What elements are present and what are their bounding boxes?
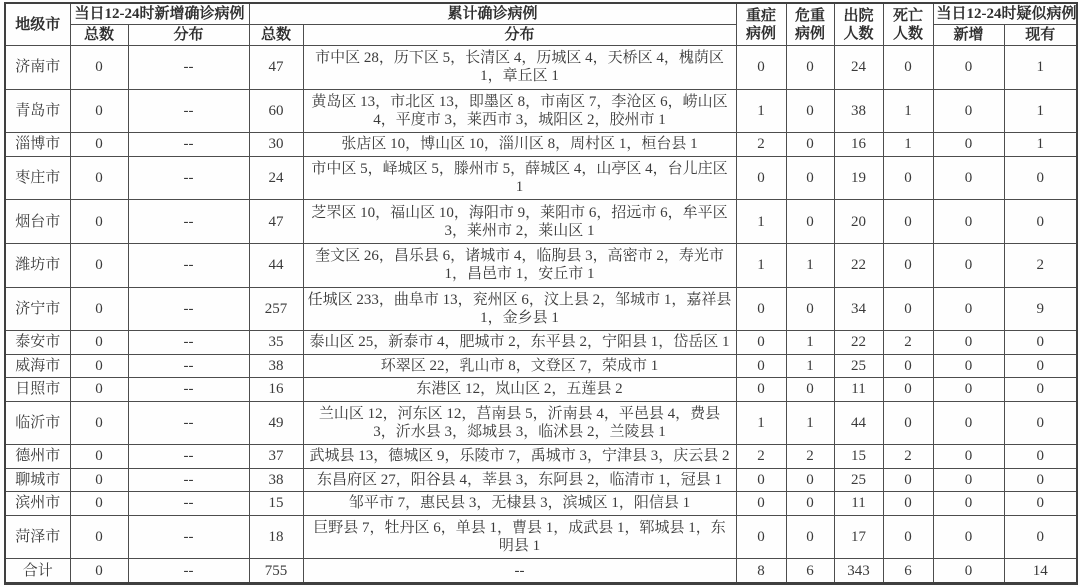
deaths-cell: 0 xyxy=(883,200,933,244)
suspected-existing-cell: 0 xyxy=(1004,468,1077,491)
new-total-cell: 0 xyxy=(70,559,128,584)
covid-statistics-table xyxy=(4,2,1078,585)
table-row xyxy=(5,468,1077,491)
city-name-cell: 泰安市 xyxy=(5,331,70,354)
suspected-existing-cell: 1 xyxy=(1004,133,1077,156)
critical-cases-cell: 1 xyxy=(786,331,834,354)
new-distribution-cell: -- xyxy=(128,492,249,515)
severe-cases-cell: 0 xyxy=(736,287,786,331)
cum-distribution-cell: 武城县 13，德城区 9，乐陵市 7，禹城市 3，宁津县 3，庆云县 2 xyxy=(303,445,736,468)
header-discharged: 出院人数 xyxy=(834,3,883,46)
header-critical-cases: 危重病例 xyxy=(786,3,834,46)
cum-distribution-cell: 巨野县 7，牡丹区 6，单县 1，曹县 1，成武县 1，郓城县 1，东明县 1 xyxy=(303,515,736,559)
header-new-confirmed-group: 当日12-24时新增确诊病例 xyxy=(70,3,249,25)
table-row xyxy=(5,378,1077,401)
table-body xyxy=(5,46,1077,584)
cum-distribution-cell: -- xyxy=(303,559,736,584)
cum-total-cell: 47 xyxy=(249,200,303,244)
new-distribution-cell: -- xyxy=(128,468,249,491)
city-name-cell: 菏泽市 xyxy=(5,515,70,559)
severe-cases-cell: 0 xyxy=(736,354,786,377)
suspected-new-cell: 0 xyxy=(933,156,1004,200)
severe-cases-cell: 2 xyxy=(736,445,786,468)
cum-total-cell: 38 xyxy=(249,354,303,377)
table-header xyxy=(5,3,1077,46)
new-total-cell: 0 xyxy=(70,89,128,133)
critical-cases-cell: 0 xyxy=(786,515,834,559)
new-total-cell: 0 xyxy=(70,287,128,331)
discharged-cell: 343 xyxy=(834,559,883,584)
new-total-cell: 0 xyxy=(70,200,128,244)
header-city: 地级市 xyxy=(5,3,70,46)
discharged-cell: 17 xyxy=(834,515,883,559)
suspected-existing-cell: 0 xyxy=(1004,331,1077,354)
discharged-cell: 11 xyxy=(834,378,883,401)
cum-distribution-cell: 市中区 5，峄城区 5，滕州市 5，薛城区 4，山亭区 4，台儿庄区 1 xyxy=(303,156,736,200)
table-row xyxy=(5,89,1077,133)
severe-cases-cell: 0 xyxy=(736,156,786,200)
header-suspected-new: 新增 xyxy=(933,25,1004,46)
city-name-cell: 淄博市 xyxy=(5,133,70,156)
table-row xyxy=(5,243,1077,287)
suspected-existing-cell: 0 xyxy=(1004,445,1077,468)
critical-cases-cell: 1 xyxy=(786,401,834,445)
deaths-cell: 1 xyxy=(883,133,933,156)
discharged-cell: 19 xyxy=(834,156,883,200)
new-distribution-cell: -- xyxy=(128,354,249,377)
new-distribution-cell: -- xyxy=(128,133,249,156)
cum-distribution-cell: 黄岛区 13，市北区 13，即墨区 8，市南区 7，李沧区 6，崂山区 4，平度市 3，莱西市 3，城阳区 2，胶州市 1 xyxy=(303,89,736,133)
cum-total-cell: 49 xyxy=(249,401,303,445)
new-distribution-cell: -- xyxy=(128,445,249,468)
table-row xyxy=(5,200,1077,244)
new-distribution-cell: -- xyxy=(128,243,249,287)
severe-cases-cell: 0 xyxy=(736,378,786,401)
severe-cases-cell: 0 xyxy=(736,46,786,90)
critical-cases-cell: 2 xyxy=(786,445,834,468)
suspected-new-cell: 0 xyxy=(933,243,1004,287)
new-total-cell: 0 xyxy=(70,46,128,90)
new-total-cell: 0 xyxy=(70,156,128,200)
deaths-cell: 0 xyxy=(883,378,933,401)
header-suspected-existing: 现有 xyxy=(1004,25,1077,46)
cum-distribution-cell: 芝罘区 10，福山区 10，海阳市 9，莱阳市 6，招远市 6，牟平区 3，莱州市 2，莱山区 1 xyxy=(303,200,736,244)
suspected-existing-cell: 0 xyxy=(1004,200,1077,244)
new-distribution-cell: -- xyxy=(128,287,249,331)
table-row xyxy=(5,445,1077,468)
new-distribution-cell: -- xyxy=(128,156,249,200)
header-cumulative-group: 累计确诊病例 xyxy=(249,3,736,25)
suspected-existing-cell: 0 xyxy=(1004,354,1077,377)
city-name-cell: 潍坊市 xyxy=(5,243,70,287)
suspected-existing-cell: 1 xyxy=(1004,89,1077,133)
new-distribution-cell: -- xyxy=(128,46,249,90)
deaths-cell: 0 xyxy=(883,354,933,377)
critical-cases-cell: 0 xyxy=(786,46,834,90)
cum-total-cell: 18 xyxy=(249,515,303,559)
discharged-cell: 22 xyxy=(834,331,883,354)
new-total-cell: 0 xyxy=(70,378,128,401)
cum-distribution-cell: 兰山区 12，河东区 12，莒南县 5，沂南县 4，平邑县 4，费县 3，沂水县 3，郯城县 3，临沭县 2，兰陵县 1 xyxy=(303,401,736,445)
deaths-cell: 0 xyxy=(883,156,933,200)
deaths-cell: 2 xyxy=(883,331,933,354)
table-row xyxy=(5,46,1077,90)
table-row xyxy=(5,133,1077,156)
new-total-cell: 0 xyxy=(70,243,128,287)
city-name-cell: 德州市 xyxy=(5,445,70,468)
deaths-cell: 0 xyxy=(883,243,933,287)
table-row xyxy=(5,515,1077,559)
suspected-existing-cell: 14 xyxy=(1004,559,1077,584)
discharged-cell: 22 xyxy=(834,243,883,287)
critical-cases-cell: 0 xyxy=(786,468,834,491)
suspected-new-cell: 0 xyxy=(933,287,1004,331)
city-name-cell: 聊城市 xyxy=(5,468,70,491)
cum-total-cell: 30 xyxy=(249,133,303,156)
table-row xyxy=(5,331,1077,354)
cum-total-cell: 37 xyxy=(249,445,303,468)
suspected-new-cell: 0 xyxy=(933,492,1004,515)
cum-distribution-cell: 泰山区 25，新泰市 4，肥城市 2，东平县 2，宁阳县 1，岱岳区 1 xyxy=(303,331,736,354)
city-name-cell: 济南市 xyxy=(5,46,70,90)
critical-cases-cell: 1 xyxy=(786,354,834,377)
severe-cases-cell: 2 xyxy=(736,133,786,156)
new-distribution-cell: -- xyxy=(128,401,249,445)
city-name-cell: 济宁市 xyxy=(5,287,70,331)
discharged-cell: 11 xyxy=(834,492,883,515)
suspected-existing-cell: 9 xyxy=(1004,287,1077,331)
cum-distribution-cell: 奎文区 26，昌乐县 6，诸城市 4，临朐县 3，高密市 2，寿光市 1，昌邑市 1，安丘市 1 xyxy=(303,243,736,287)
table-row xyxy=(5,401,1077,445)
severe-cases-cell: 0 xyxy=(736,331,786,354)
new-total-cell: 0 xyxy=(70,468,128,491)
header-cum-total: 总数 xyxy=(249,25,303,46)
critical-cases-cell: 0 xyxy=(786,133,834,156)
suspected-existing-cell: 0 xyxy=(1004,515,1077,559)
discharged-cell: 44 xyxy=(834,401,883,445)
severe-cases-cell: 0 xyxy=(736,515,786,559)
new-distribution-cell: -- xyxy=(128,200,249,244)
deaths-cell: 1 xyxy=(883,89,933,133)
cum-total-cell: 755 xyxy=(249,559,303,584)
suspected-existing-cell: 2 xyxy=(1004,243,1077,287)
new-total-cell: 0 xyxy=(70,492,128,515)
city-name-cell: 合计 xyxy=(5,559,70,584)
table-row xyxy=(5,559,1077,584)
cum-distribution-cell: 任城区 233，曲阜市 13，兖州区 6，汶上县 2，邹城市 1，嘉祥县 1，金乡县 1 xyxy=(303,287,736,331)
critical-cases-cell: 0 xyxy=(786,89,834,133)
header-cum-distribution: 分布 xyxy=(303,25,736,46)
new-total-cell: 0 xyxy=(70,445,128,468)
discharged-cell: 20 xyxy=(834,200,883,244)
city-name-cell: 威海市 xyxy=(5,354,70,377)
suspected-new-cell: 0 xyxy=(933,468,1004,491)
deaths-cell: 6 xyxy=(883,559,933,584)
severe-cases-cell: 1 xyxy=(736,401,786,445)
cum-total-cell: 257 xyxy=(249,287,303,331)
severe-cases-cell: 0 xyxy=(736,492,786,515)
deaths-cell: 0 xyxy=(883,46,933,90)
new-distribution-cell: -- xyxy=(128,559,249,584)
new-distribution-cell: -- xyxy=(128,331,249,354)
city-name-cell: 临沂市 xyxy=(5,401,70,445)
critical-cases-cell: 0 xyxy=(786,492,834,515)
cum-distribution-cell: 东昌府区 27，阳谷县 4，莘县 3，东阿县 2，临清市 1，冠县 1 xyxy=(303,468,736,491)
header-severe-cases: 重症病例 xyxy=(736,3,786,46)
suspected-new-cell: 0 xyxy=(933,401,1004,445)
cum-total-cell: 47 xyxy=(249,46,303,90)
table-row xyxy=(5,287,1077,331)
cum-total-cell: 38 xyxy=(249,468,303,491)
cum-total-cell: 16 xyxy=(249,378,303,401)
deaths-cell: 0 xyxy=(883,468,933,491)
severe-cases-cell: 1 xyxy=(736,200,786,244)
suspected-new-cell: 0 xyxy=(933,354,1004,377)
header-new-total: 总数 xyxy=(70,25,128,46)
cum-distribution-cell: 邹平市 7，惠民县 3，无棣县 3，滨城区 1，阳信县 1 xyxy=(303,492,736,515)
new-distribution-cell: -- xyxy=(128,515,249,559)
city-name-cell: 烟台市 xyxy=(5,200,70,244)
discharged-cell: 25 xyxy=(834,354,883,377)
critical-cases-cell: 0 xyxy=(786,200,834,244)
cum-distribution-cell: 市中区 28，历下区 5，长清区 4，历城区 4，天桥区 4，槐荫区 1，章丘区 1 xyxy=(303,46,736,90)
table-row xyxy=(5,492,1077,515)
cum-total-cell: 60 xyxy=(249,89,303,133)
suspected-existing-cell: 0 xyxy=(1004,401,1077,445)
severe-cases-cell: 8 xyxy=(736,559,786,584)
cum-total-cell: 44 xyxy=(249,243,303,287)
cum-total-cell: 24 xyxy=(249,156,303,200)
suspected-new-cell: 0 xyxy=(933,559,1004,584)
severe-cases-cell: 0 xyxy=(736,468,786,491)
header-suspected-group: 当日12-24时疑似病例 xyxy=(933,3,1077,25)
city-name-cell: 枣庄市 xyxy=(5,156,70,200)
deaths-cell: 0 xyxy=(883,492,933,515)
discharged-cell: 24 xyxy=(834,46,883,90)
city-name-cell: 青岛市 xyxy=(5,89,70,133)
severe-cases-cell: 1 xyxy=(736,89,786,133)
suspected-new-cell: 0 xyxy=(933,46,1004,90)
new-total-cell: 0 xyxy=(70,515,128,559)
table-row xyxy=(5,354,1077,377)
new-total-cell: 0 xyxy=(70,401,128,445)
suspected-existing-cell: 0 xyxy=(1004,378,1077,401)
suspected-new-cell: 0 xyxy=(933,515,1004,559)
city-name-cell: 滨州市 xyxy=(5,492,70,515)
suspected-new-cell: 0 xyxy=(933,331,1004,354)
critical-cases-cell: 0 xyxy=(786,156,834,200)
critical-cases-cell: 0 xyxy=(786,378,834,401)
suspected-new-cell: 0 xyxy=(933,89,1004,133)
deaths-cell: 0 xyxy=(883,287,933,331)
table-row xyxy=(5,156,1077,200)
city-name-cell: 日照市 xyxy=(5,378,70,401)
cum-total-cell: 15 xyxy=(249,492,303,515)
cum-distribution-cell: 张店区 10，博山区 10，淄川区 8，周村区 1，桓台县 1 xyxy=(303,133,736,156)
suspected-existing-cell: 1 xyxy=(1004,46,1077,90)
discharged-cell: 16 xyxy=(834,133,883,156)
new-distribution-cell: -- xyxy=(128,378,249,401)
header-deaths: 死亡人数 xyxy=(883,3,933,46)
suspected-new-cell: 0 xyxy=(933,133,1004,156)
deaths-cell: 2 xyxy=(883,445,933,468)
deaths-cell: 0 xyxy=(883,515,933,559)
deaths-cell: 0 xyxy=(883,401,933,445)
cum-distribution-cell: 环翠区 22，乳山市 8，文登区 7，荣成市 1 xyxy=(303,354,736,377)
suspected-existing-cell: 0 xyxy=(1004,492,1077,515)
suspected-new-cell: 0 xyxy=(933,378,1004,401)
suspected-existing-cell: 0 xyxy=(1004,156,1077,200)
suspected-new-cell: 0 xyxy=(933,445,1004,468)
header-new-distribution: 分布 xyxy=(128,25,249,46)
new-total-cell: 0 xyxy=(70,133,128,156)
new-total-cell: 0 xyxy=(70,354,128,377)
discharged-cell: 15 xyxy=(834,445,883,468)
critical-cases-cell: 6 xyxy=(786,559,834,584)
discharged-cell: 25 xyxy=(834,468,883,491)
cum-distribution-cell: 东港区 12，岚山区 2，五莲县 2 xyxy=(303,378,736,401)
discharged-cell: 38 xyxy=(834,89,883,133)
severe-cases-cell: 1 xyxy=(736,243,786,287)
critical-cases-cell: 0 xyxy=(786,287,834,331)
critical-cases-cell: 1 xyxy=(786,243,834,287)
discharged-cell: 34 xyxy=(834,287,883,331)
new-total-cell: 0 xyxy=(70,331,128,354)
cum-total-cell: 35 xyxy=(249,331,303,354)
new-distribution-cell: -- xyxy=(128,89,249,133)
suspected-new-cell: 0 xyxy=(933,200,1004,244)
